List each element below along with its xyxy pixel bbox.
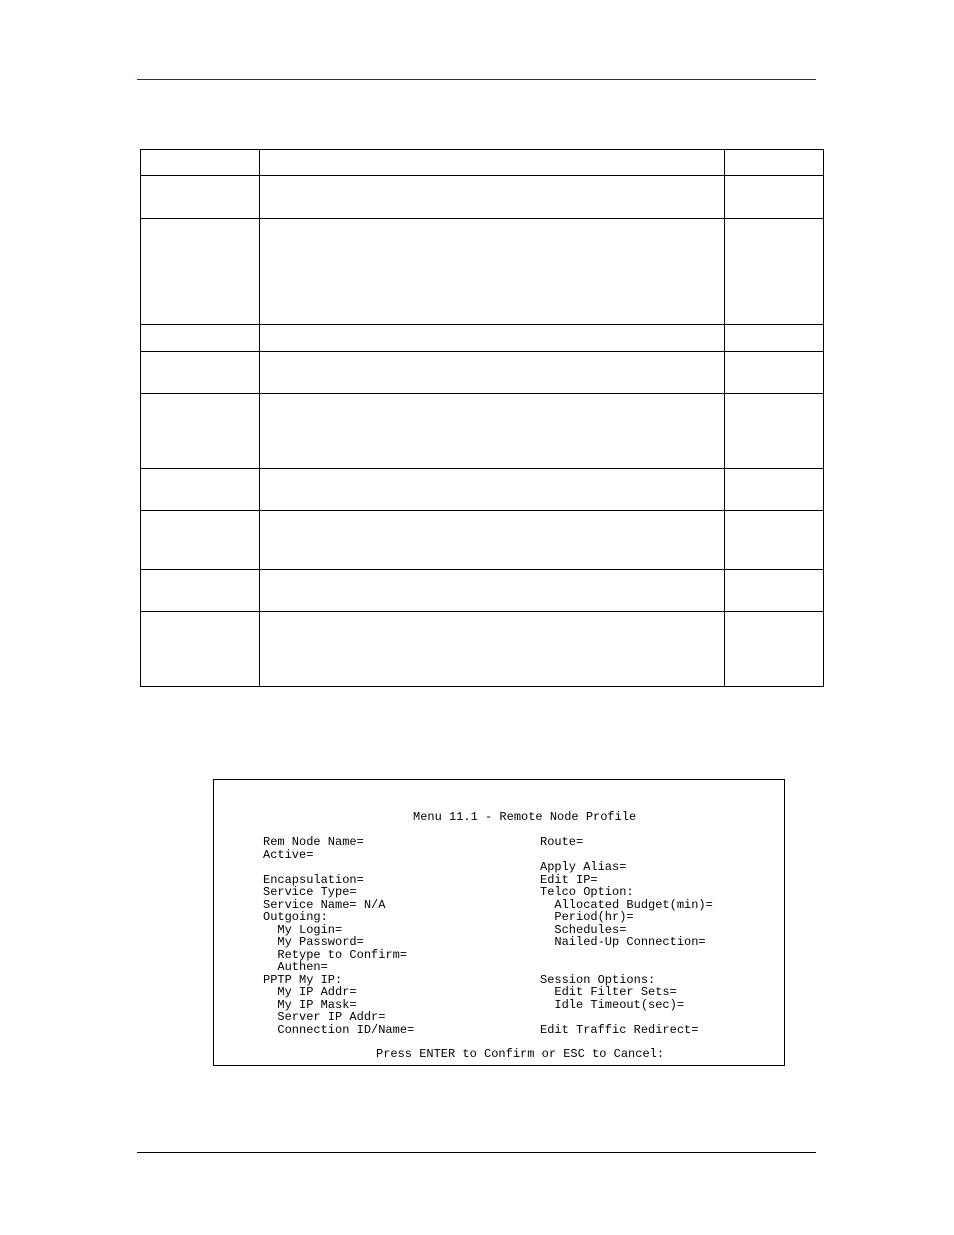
table-cell (725, 394, 824, 469)
table-cell (141, 219, 260, 325)
table-row (141, 469, 824, 511)
footer-rule (137, 1152, 816, 1153)
table-cell (260, 150, 725, 176)
menu-left-column: Rem Node Name= Active= Encapsulation= Service Type= Service Name= N/A Outgoing: My Login= My Password= Retype to Confirm= Authen= PPTP My IP: My IP Addr= My IP Mask= Server IP Addr= Connection ID/Name= (263, 835, 415, 1037)
table-cell (141, 352, 260, 394)
table-row (141, 219, 824, 325)
table-cell (141, 176, 260, 219)
table-cell (260, 325, 725, 352)
menu-prompt: Press ENTER to Confirm or ESC to Cancel: (376, 1047, 665, 1061)
table-row (141, 612, 824, 687)
table-cell (725, 511, 824, 570)
table-cell (725, 352, 824, 394)
table-cell (260, 176, 725, 219)
table-cell (260, 219, 725, 325)
table-row (141, 325, 824, 352)
table-cell (260, 511, 725, 570)
table-cell (141, 469, 260, 511)
table-row (141, 394, 824, 469)
table-cell (141, 394, 260, 469)
table-cell (725, 325, 824, 352)
field-table (140, 149, 824, 687)
menu-right-column: Route= Apply Alias= Edit IP= Telco Option: Allocated Budget(min)= Period(hr)= Schedules= Nailed-Up Connection= Session Options: Edit Filter Sets= Idle Timeout(sec)= Edit Traffic Redirect= (540, 835, 713, 1037)
table-cell (725, 219, 824, 325)
table-cell (141, 150, 260, 176)
table-cell (725, 570, 824, 612)
table-cell (260, 570, 725, 612)
table-cell (141, 511, 260, 570)
header-rule (137, 79, 816, 80)
table-cell (141, 325, 260, 352)
table-cell (725, 612, 824, 687)
table-cell (725, 176, 824, 219)
menu-screen (213, 779, 785, 1066)
table-cell (260, 469, 725, 511)
table-row (141, 176, 824, 219)
table-row (141, 570, 824, 612)
table-row (141, 352, 824, 394)
table-cell (260, 352, 725, 394)
table-cell (141, 570, 260, 612)
table-row (141, 511, 824, 570)
table-cell (260, 394, 725, 469)
table-cell (725, 150, 824, 176)
table-cell (141, 612, 260, 687)
table-cell (260, 612, 725, 687)
menu-title: Menu 11.1 - Remote Node Profile (413, 810, 637, 824)
table-header-row (141, 150, 824, 176)
table-cell (725, 469, 824, 511)
